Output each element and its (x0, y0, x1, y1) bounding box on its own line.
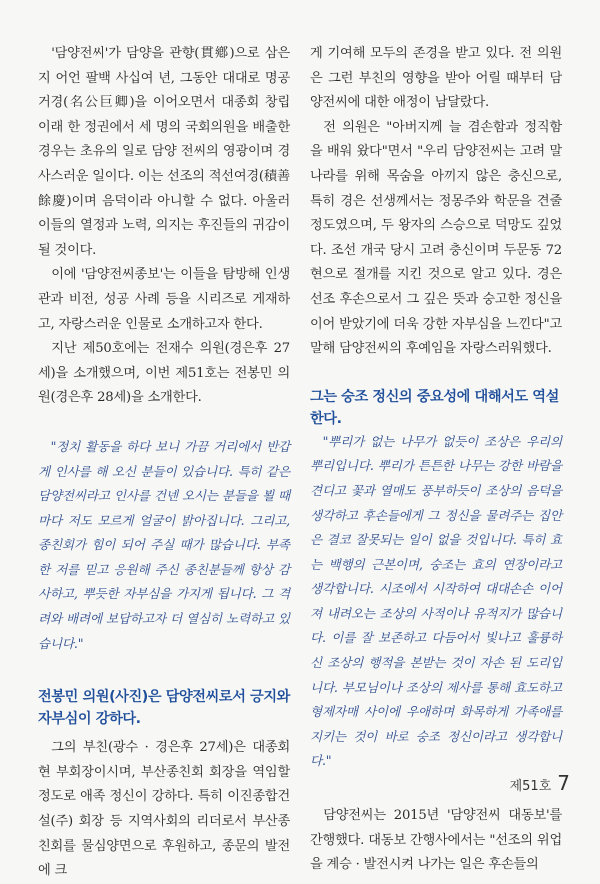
pull-quote-2: "뿌리가 없는 나무가 없듯이 조상은 우리의 뿌리입니다. 뿌리가 튼튼한 나무는 강한 바람을 견디고 꽃과 열매도 풍부하듯이 조상의 음덕을 생각하고 후손들에게 그 정신을 물려주는 집안은 결코 잘못되는 일이 없을 것입니다. 특히 효는 백행의 근본이며, 숭조는 효의 연장이라고 생각합니다. 시조에서 시작하여 대대손손 이어져 내려오는 조상의 사적이나 유적지가 많습니다. 이를 잘 보존하고 다듬어서 빛나고 훌륭하신 조상의 행적을 본받는 것이 자손 된 도리입니다. 부모님이나 조상의 제사를 통해 효도하고 형제자매 사이에 우애하며 화목하게 가족애를 지키는 것이 바로 숭조 정신이라고 생각합니다." (310, 433, 562, 769)
pull-quote-1: "정치 활동을 하다 보니 가끔 거리에서 반갑게 인사를 해 오신 분들이 있습니다. 특히 같은 담양전씨라고 인사를 건넨 오시는 분들을 뵐 때마다 저도 모르게 얼굴이 밝아집니다. 그리고, 종친회가 힘이 되어 주실 때가 많습니다. 부족한 저를 믿고 응원해 주신 종친분들께 항상 감사하고, 뿌듯한 자부심을 가지게 됩니다. 그 격려와 배려에 보답하고자 더 열심히 노력하고 있습니다." (38, 438, 290, 651)
page-footer (510, 771, 570, 795)
intro-paragraph: '담양전씨'가 담양을 관향(貫鄕)으로 삼은 지 어언 팔백 사십여 년, 그동안 대대로 명공거경(名公巨卿)을 이어오면서 대종회 창립 이래 한 정권에서 세 명의 국회의원을 배출한 경우는 초유의 일로 담양 전씨의 영광이며 경사스러운 일이다. 이는 선조의 적선여경(積善餘慶)이며 음덕이라 아니할 수 없다. 아울러 이들의 열정과 노력, 의지는 후진들의 귀감이 될 것이다. (38, 46, 290, 258)
issue-number: 제51호 (509, 779, 552, 794)
right-column (310, 42, 562, 878)
previous-issue-paragraph: 지난 제50호에는 전재수 의원(경은후 27세)을 소개했으며, 이번 제51호는 전봉민 의원(경은후 28세)을 소개한다. (38, 341, 290, 406)
father-paragraph: 그의 부친(광수 · 경은후 27세)은 대종회 현 부회장이시며, 부산종친회 회장을 역임할 정도로 애족 정신이 강하다. 특히 이진종합건설(주) 회장 등 지역사회의 리더로서 부산종친회를 물심양면으로 후원하고, 종문의 발전에 크 (38, 740, 290, 879)
continued-paragraph: 게 기여해 모두의 존경을 받고 있다. 전 의원은 그런 부친의 영향을 받아 어릴 때부터 담양전씨에 대한 애정이 남달랐다. (310, 46, 562, 111)
page-number: 7 (557, 771, 570, 795)
ancestor-paragraph: 전 의원은 "아버지께 늘 겸손함과 정직함을 배워 왔다"면서 "우리 담양전씨는 고려 말 나라를 위해 목숨을 아끼지 않은 충신으로, 특히 경은 선생께서는 정몽주와 학문을 견줄 정도였으며, 두 왕자의 스승으로 덕망도 깊었다. 조선 개국 당시 고려 충신이며 두문동 72현으로 절개를 지킨 것으로 알고 있다. 경은 선조 후손으로서 그 깊은 뜻과 숭고한 정신을 이어 받았기에 더욱 강한 자부심을 느낀다"고 말해 담양전씨의 후예임을 자랑스러워했다. (310, 119, 562, 357)
series-paragraph: 이에 '담양전씨종보'는 이들을 탐방해 인생관과 비전, 성공 사례 등을 시리즈로 게재하고, 자랑스러운 인물로 소개하고자 한다. (38, 267, 290, 332)
section-heading-1: 전봉민 의원(사진)은 담양전씨로서 긍지와 자부심이 강하다. (38, 689, 290, 728)
genealogy-paragraph: 담양전씨는 2015년 '담양전씨 대동보'를 간행했다. 대동보 간행사에서는 "선조의 위업을 계승 · 발전시켜 나가는 일은 후손들의 (310, 808, 562, 873)
left-column (38, 42, 290, 884)
section-heading-2: 그는 숭조 정신의 중요성에 대해서도 역설한다. (310, 388, 559, 427)
